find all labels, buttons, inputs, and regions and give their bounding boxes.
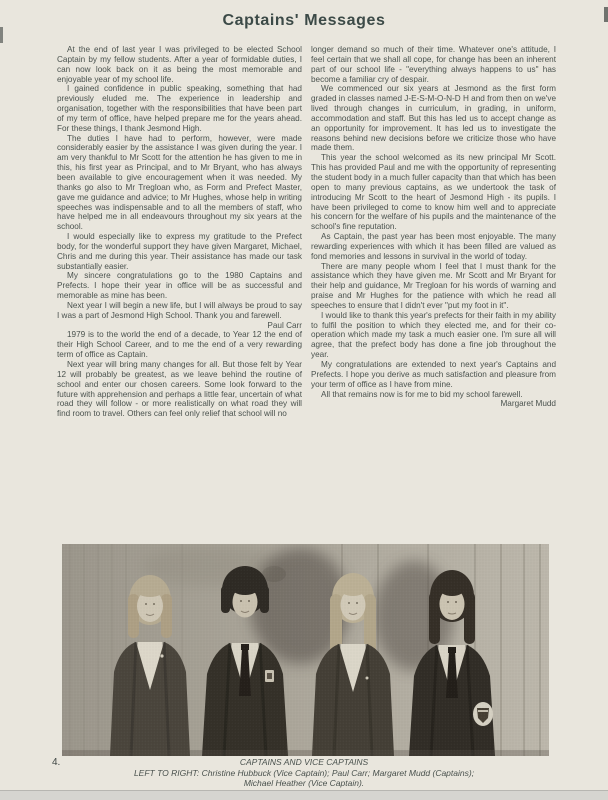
message-paragraph: My sincere congratulations go to the 1980 Captains and Prefects. I hope their year in office will be as successful and memorable as mine has been. bbox=[57, 271, 302, 301]
photo-caption bbox=[0, 757, 608, 789]
message-paragraph: We commenced our six years at Jesmond as the first form graded in classes named J-E-S-M-O-N-D H and from then on we've lived through changes in curriculum, in grading, in uniform, accommodation and staff. But this has led us to accept change as an opportunity for improvement. It has led us to investigate the reasons behind new decisions before we criticize those who have made them. bbox=[311, 84, 557, 153]
page-title: Captains' Messages bbox=[222, 12, 386, 29]
message-paragraph: As Captain, the past year has been most enjoyable. The many rewarding experiences with which it has been filled are valued as fond memories and lessons in survival in the world of today. bbox=[311, 232, 556, 261]
message-paragraph: All that remains now is for me to bid my school farewell. bbox=[321, 389, 523, 399]
message-paragraph: Next year will bring many changes for all. But those felt by Year 12 will probably be greatest, as we leave behind the routine of school and enter our chosen careers. Some look forward to the future with apprehension and perhaps a little fear, uncertain of what road they will follow - or more realistically on what road they will find room to travel. Others can feel only relief that school will no bbox=[57, 360, 302, 419]
message-paragraph: 1979 is to the world the end of a decade, to Year 12 the end of their High School Career, and to me the end of a very rewarding term of office as Captain. bbox=[57, 330, 302, 360]
signature-margaret-mudd: Margaret Mudd bbox=[500, 399, 556, 409]
message-paragraph: I gained confidence in public speaking, something that had previously eluded me. The experience in leadership and organisation, together with the responsibilities that have been part of my term of office, have helped prepare me for the years ahead. For these things, I thank Jesmond High. bbox=[57, 84, 302, 133]
captains-photo bbox=[62, 544, 549, 756]
message-paragraph: longer demand so much of their time. Whatever one's attitude, I feel certain that we shall all cope, for change has been an inherent part of our school life - "everything always happens to us" has become a familiar cry of despair. bbox=[311, 45, 556, 84]
right-column bbox=[311, 45, 556, 419]
article-body bbox=[57, 45, 556, 419]
message-paragraph: The duties I have had to perform, however, were made considerably easier by the assistance I was given during the year. I am very thankful to Mr Scott for the attention he has given to me in this, his first year as Principal, and to Mr Bryant, who has always been available to give encouragement when it was needed. My thanks go also to Mr Tregloan who, as Form and Prefect Master, gave me guidance and advice; to Mr Hughes, whose help in writing speeches was indispensable and to all the members of staff, who have helped me in all endeavours throughout my six years at the school. bbox=[57, 133, 302, 232]
message-paragraph: At the end of last year I was privileged to be elected School Captain by my fellow students. After a year of formidable duties, I can now look back on it as being the most memorable and enjoyable year of my school life. bbox=[57, 45, 302, 84]
left-column bbox=[57, 45, 302, 419]
message-paragraph: I would like to thank this year's prefects for their faith in my ability to fulfil the position to which they elected me, and for their co-operation which made my task a much easier one. I'm sure all will agree, that the prefect body has done a fine job throughout the year. bbox=[311, 310, 557, 360]
message-paragraph: There are many people whom I feel that I must thank for the assistance which they have given me. Mr Scott and Mr Bryant for their help and guidance, Mr Tregloan for his words of warning and praise and Mr Hughes for the patience with which he read all speeches to ensure that I didn't ever "put my foot in it". bbox=[311, 261, 556, 310]
message-paragraph: This year the school welcomed as its new principal Mr Scott. This has provided Paul and me with the opportunity of representing the student body in a much fuller capacity than that which has been open to many previous captains, as we undertook the task of introducing Mr Scott to the heart of Jesmond High - its pupils. I have been privileged to come to know him well and to appreciate his concern for the welfare of his pupils and the maintenance of the school's fine reputation. bbox=[311, 153, 556, 232]
message-paragraph: I would especially like to express my gratitude to the Prefect body, for the wonderful support they have given Margaret, Michael, Chris and me during this year. Their assistance has made our task substantially easier. bbox=[57, 232, 302, 271]
photo-caption-line3: Michael Heather (Vice Captain). bbox=[243, 778, 365, 789]
signature-paul-carr: Paul Carr bbox=[267, 320, 302, 330]
photo-grain bbox=[62, 544, 549, 756]
message-paragraph: Next year I will begin a new life, but I will always be proud to say I was a part of Jesmond High School. Thank you and farewell. bbox=[57, 300, 302, 320]
page-number: 4. bbox=[52, 757, 61, 768]
photo-caption-line2: LEFT TO RIGHT: Christine Hubbuck (Vice Captain); Paul Carr; Margaret Mudd (Captains); bbox=[133, 767, 475, 778]
message-paragraph: My congratulations are extended to next year's Captains and Prefects. I hope you derive as much satisfaction and pleasure from your term of office as I have from mine. bbox=[311, 360, 556, 389]
photo-caption-title: CAPTAINS AND VICE CAPTAINS bbox=[239, 757, 369, 767]
scan-bottom-band bbox=[0, 790, 608, 800]
